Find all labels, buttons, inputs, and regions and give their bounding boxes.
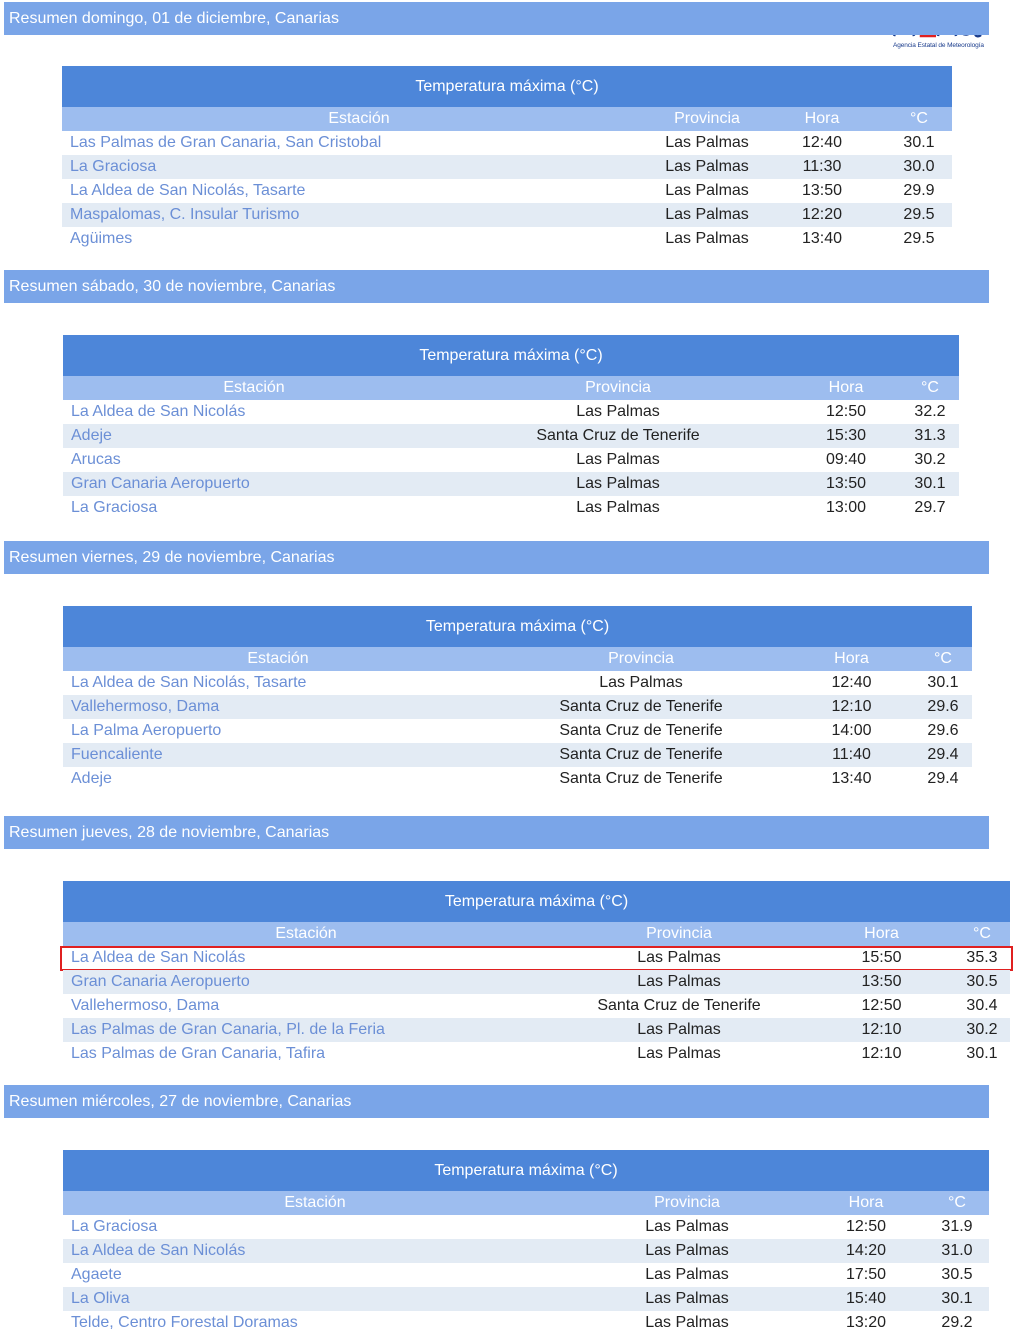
table-row — [63, 424, 959, 448]
cell-time: 15:40 — [845, 1290, 887, 1307]
cell-province: Las Palmas — [645, 1218, 729, 1235]
table-row — [63, 400, 959, 424]
table-row — [63, 1287, 989, 1311]
cell-temperature: 31.3 — [914, 427, 946, 444]
column-header-temperature[interactable]: °C — [910, 110, 928, 127]
cell-time: 12:50 — [845, 1218, 887, 1235]
cell-province: Las Palmas — [665, 182, 749, 199]
cell-province: Las Palmas — [665, 230, 749, 247]
column-header-station[interactable]: Estación — [328, 110, 390, 127]
column-header-row — [63, 922, 1010, 946]
station-link[interactable]: La Graciosa — [70, 158, 157, 175]
max-temperature-table — [63, 606, 972, 791]
station-link[interactable]: Las Palmas de Gran Canaria, Pl. de la Feria — [71, 1021, 385, 1038]
cell-temperature: 30.4 — [966, 997, 998, 1014]
cell-province: Santa Cruz de Tenerife — [536, 427, 700, 444]
cell-province: Las Palmas — [665, 134, 749, 151]
table-row — [63, 1263, 989, 1287]
column-header-time[interactable]: Hora — [864, 925, 899, 942]
table-row — [62, 203, 952, 227]
table-row — [63, 472, 959, 496]
station-link[interactable]: La Graciosa — [71, 1218, 158, 1235]
cell-temperature: 31.0 — [941, 1242, 973, 1259]
cell-temperature: 30.0 — [903, 158, 935, 175]
table-row — [63, 767, 972, 791]
section-header: Resumen sábado, 30 de noviembre, Canarias — [4, 270, 989, 303]
logo-subtitle: Agencia Estatal de Meteorología — [893, 42, 984, 49]
max-temperature-table — [63, 1150, 989, 1335]
station-link[interactable]: Las Palmas de Gran Canaria, Tafira — [71, 1045, 326, 1062]
cell-time: 13:40 — [831, 770, 872, 787]
cell-time: 15:30 — [825, 427, 867, 444]
cell-province: Santa Cruz de Tenerife — [559, 722, 723, 739]
column-header-province[interactable]: Provincia — [646, 925, 712, 942]
cell-temperature: 31.9 — [941, 1218, 973, 1235]
table-row — [62, 227, 952, 251]
cell-province: Las Palmas — [645, 1242, 729, 1259]
cell-time: 12:40 — [831, 674, 872, 691]
cell-temperature: 30.1 — [927, 674, 959, 691]
cell-province: Las Palmas — [637, 973, 721, 990]
column-header-station[interactable]: Estación — [223, 379, 285, 396]
column-header-time[interactable]: Hora — [834, 650, 869, 667]
column-header-station[interactable]: Estación — [284, 1194, 346, 1211]
cell-temperature: 30.1 — [914, 475, 946, 492]
station-link[interactable]: Vallehermoso, Dama — [71, 698, 220, 715]
cell-time: 13:20 — [845, 1314, 887, 1331]
cell-province: Las Palmas — [665, 158, 749, 175]
cell-province: Las Palmas — [576, 451, 660, 468]
section-header: Resumen viernes, 29 de noviembre, Canarias — [4, 541, 989, 574]
table-row — [63, 719, 972, 743]
table-row — [63, 1042, 1010, 1066]
cell-province: Las Palmas — [576, 499, 660, 516]
max-temperature-table — [62, 66, 952, 251]
cell-temperature: 29.7 — [914, 499, 946, 516]
cell-time: 12:10 — [861, 1021, 902, 1038]
cell-time: 13:50 — [801, 182, 843, 199]
station-link[interactable]: La Aldea de San Nicolás — [71, 949, 246, 966]
column-header-station[interactable]: Estación — [247, 650, 309, 667]
station-link[interactable]: Agüimes — [70, 230, 133, 247]
cell-temperature: 29.5 — [903, 230, 935, 247]
station-link[interactable]: Telde, Centro Forestal Doramas — [71, 1314, 298, 1331]
cell-time: 11:40 — [832, 746, 871, 763]
section-header: Resumen domingo, 01 de diciembre, Canarias — [4, 2, 989, 35]
station-link[interactable]: Fuencaliente — [71, 746, 163, 763]
table-row — [62, 179, 952, 203]
column-header-row — [63, 647, 972, 671]
column-header-station[interactable]: Estación — [275, 925, 337, 942]
column-header-time[interactable]: Hora — [828, 379, 864, 396]
cell-province: Las Palmas — [599, 674, 683, 691]
cell-time: 14:20 — [845, 1242, 887, 1259]
table-row — [63, 671, 972, 695]
station-link[interactable]: La Palma Aeropuerto — [71, 722, 222, 739]
section-header: Resumen miércoles, 27 de noviembre, Canarias — [4, 1085, 989, 1118]
column-header-temperature[interactable]: °C — [973, 925, 991, 942]
table-row — [63, 994, 1010, 1018]
cell-time: 12:40 — [801, 134, 843, 151]
station-link[interactable]: Adeje — [71, 427, 112, 444]
column-header-time[interactable]: Hora — [848, 1194, 884, 1211]
cell-time: 15:50 — [861, 949, 902, 966]
cell-time: 12:20 — [801, 206, 843, 223]
cell-province: Las Palmas — [665, 206, 749, 223]
station-link[interactable]: Gran Canaria Aeropuerto — [71, 475, 250, 492]
cell-temperature: 30.2 — [914, 451, 946, 468]
cell-time: 13:50 — [825, 475, 867, 492]
cell-province: Santa Cruz de Tenerife — [597, 997, 761, 1014]
table-title: Temperatura máxima (°C) — [63, 1150, 989, 1191]
column-header-province[interactable]: Provincia — [654, 1194, 720, 1211]
table-row — [63, 1311, 989, 1335]
cell-province: Las Palmas — [645, 1290, 729, 1307]
table-row — [63, 1018, 1010, 1042]
cell-province: Las Palmas — [637, 1021, 721, 1038]
cell-province: Santa Cruz de Tenerife — [559, 698, 723, 715]
station-link[interactable]: La Aldea de San Nicolás — [71, 403, 246, 420]
cell-province: Las Palmas — [576, 403, 660, 420]
max-temperature-table — [63, 335, 959, 520]
cell-province: Las Palmas — [576, 475, 660, 492]
station-link[interactable]: Maspalomas, C. Insular Turismo — [70, 206, 300, 223]
column-header-province[interactable]: Provincia — [585, 379, 651, 396]
column-header-temperature[interactable]: °C — [921, 379, 939, 396]
column-header-temperature[interactable]: °C — [948, 1194, 966, 1211]
cell-temperature: 30.1 — [966, 1045, 998, 1062]
cell-temperature: 29.9 — [903, 182, 935, 199]
column-header-time[interactable]: Hora — [804, 110, 840, 127]
cell-temperature: 30.1 — [903, 134, 935, 151]
cell-province: Las Palmas — [645, 1266, 729, 1283]
cell-time: 12:50 — [825, 403, 867, 420]
table-title: Temperatura máxima (°C) — [63, 881, 1010, 922]
cell-time: 17:50 — [845, 1266, 887, 1283]
table-row — [63, 695, 972, 719]
table-title: Temperatura máxima (°C) — [62, 66, 952, 107]
table-title: Temperatura máxima (°C) — [63, 606, 972, 647]
cell-temperature: 29.4 — [927, 746, 959, 763]
cell-time: 12:10 — [861, 1045, 902, 1062]
cell-temperature: 29.6 — [927, 722, 959, 739]
cell-temperature: 30.1 — [941, 1290, 973, 1307]
table-row — [62, 155, 952, 179]
table-row — [62, 131, 952, 155]
section-header: Resumen jueves, 28 de noviembre, Canarias — [4, 816, 989, 849]
cell-province: Santa Cruz de Tenerife — [559, 746, 723, 763]
cell-province: Las Palmas — [637, 949, 721, 966]
cell-time: 12:10 — [831, 698, 872, 715]
cell-temperature: 30.5 — [966, 973, 998, 990]
station-link[interactable]: Las Palmas de Gran Canaria, San Cristobal — [70, 134, 382, 151]
table-row — [63, 743, 972, 767]
table-row — [63, 946, 1010, 970]
cell-temperature: 29.4 — [927, 770, 959, 787]
cell-province: Las Palmas — [645, 1314, 729, 1331]
cell-time: 13:50 — [861, 973, 902, 990]
table-row — [63, 1215, 989, 1239]
cell-time: 09:40 — [825, 451, 867, 468]
station-link[interactable]: La Aldea de San Nicolás, Tasarte — [71, 674, 307, 691]
cell-temperature: 32.2 — [914, 403, 946, 420]
cell-time: 14:00 — [831, 722, 872, 739]
station-link[interactable]: Agaete — [71, 1266, 122, 1283]
column-header-temperature[interactable]: °C — [934, 650, 952, 667]
cell-time: 11:30 — [802, 158, 842, 175]
table-row — [63, 1239, 989, 1263]
cell-temperature: 29.2 — [941, 1314, 973, 1331]
cell-province: Santa Cruz de Tenerife — [559, 770, 723, 787]
cell-time: 13:40 — [801, 230, 843, 247]
table-title: Temperatura máxima (°C) — [63, 335, 959, 376]
station-link[interactable]: La Aldea de San Nicolás, Tasarte — [70, 182, 306, 199]
station-link[interactable]: La Aldea de San Nicolás — [71, 1242, 246, 1259]
station-link[interactable]: Adeje — [71, 770, 112, 787]
cell-temperature: 30.5 — [941, 1266, 973, 1283]
column-header-province[interactable]: Provincia — [674, 110, 740, 127]
cell-temperature: 29.6 — [927, 698, 959, 715]
table-row — [63, 448, 959, 472]
max-temperature-table — [63, 881, 1010, 1066]
column-header-row — [62, 107, 952, 131]
station-link[interactable]: Arucas — [71, 451, 121, 468]
column-header-row — [63, 376, 959, 400]
cell-time: 12:50 — [861, 997, 902, 1014]
column-header-row — [63, 1191, 989, 1215]
station-link[interactable]: Vallehermoso, Dama — [71, 997, 220, 1014]
cell-temperature: 35.3 — [966, 949, 998, 966]
table-row — [63, 496, 959, 520]
cell-temperature: 29.5 — [903, 206, 935, 223]
table-row — [63, 970, 1010, 994]
station-link[interactable]: Gran Canaria Aeropuerto — [71, 973, 250, 990]
column-header-province[interactable]: Provincia — [608, 650, 674, 667]
station-link[interactable]: La Oliva — [71, 1290, 130, 1307]
cell-province: Las Palmas — [637, 1045, 721, 1062]
station-link[interactable]: La Graciosa — [71, 499, 158, 516]
cell-temperature: 30.2 — [966, 1021, 998, 1038]
cell-time: 13:00 — [825, 499, 867, 516]
